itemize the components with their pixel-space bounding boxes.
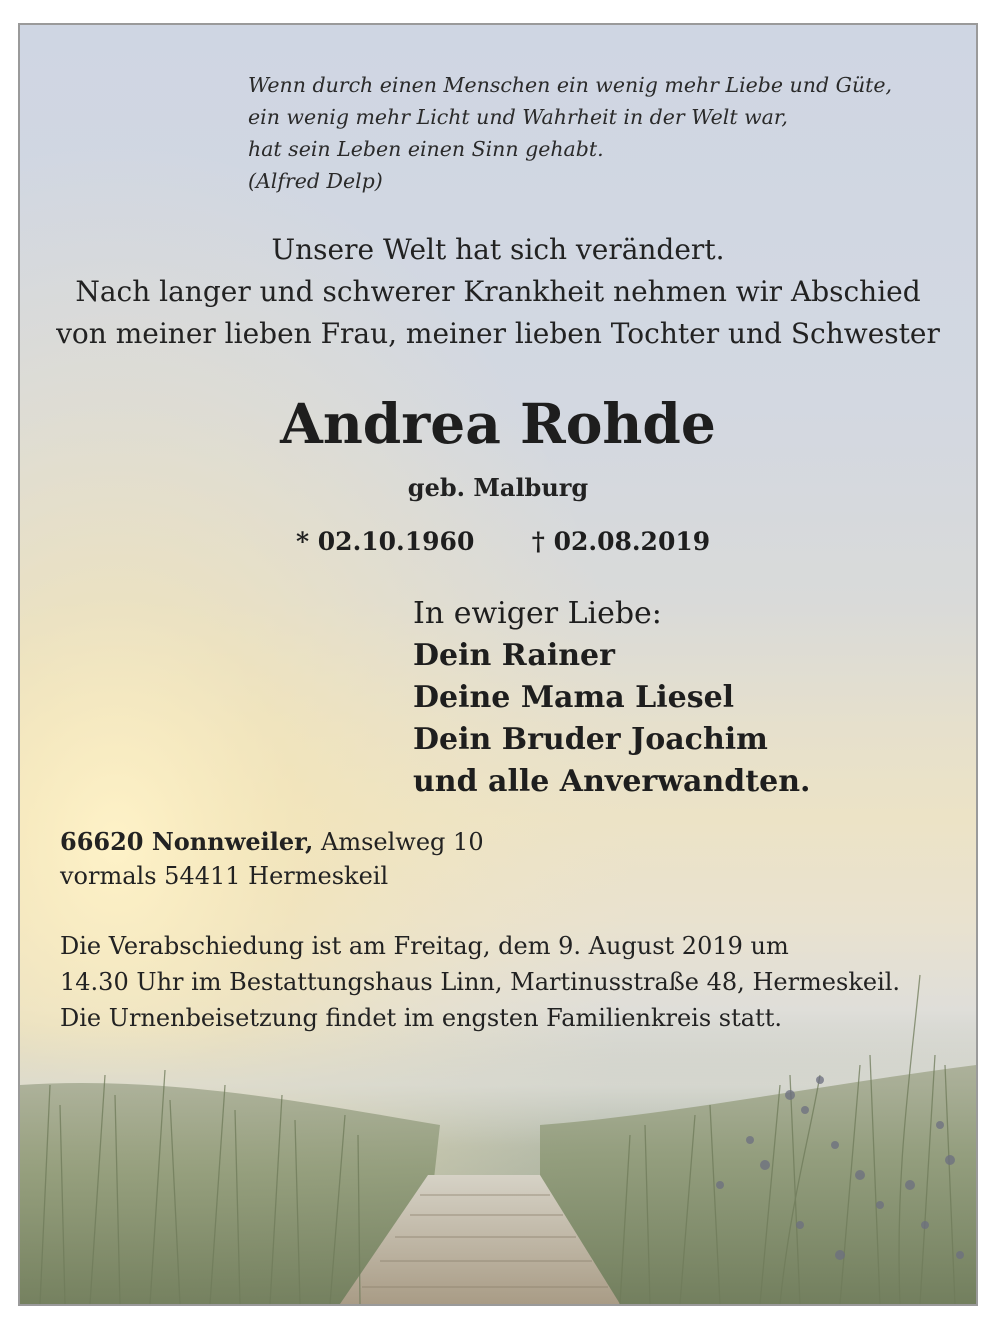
quote-line: Wenn durch einen Menschen ein wenig mehr Liebe und Güte, — [248, 73, 893, 97]
mourner-name: Dein Bruder Joachim — [413, 722, 768, 757]
maiden-name: geb. Malburg — [407, 473, 589, 502]
life-dates — [296, 525, 710, 559]
deceased-name: Andrea Rohde — [280, 391, 716, 456]
address-former: vormals 54411 Hermeskeil — [60, 862, 389, 890]
address-street: Amselweg 10 — [313, 828, 484, 856]
intro-line: von meiner lieben Frau, meiner lieben Tochter und Schwester — [56, 317, 940, 350]
quote-line: hat sein Leben einen Sinn gehabt. — [248, 137, 604, 161]
service-line: Die Urnenbeisetzung findet im engsten Familienkreis statt. — [60, 1004, 782, 1032]
address-city: 66620 Nonnweiler, — [60, 827, 314, 856]
mourner-name: und alle Anverwandten. — [413, 764, 811, 799]
quote-line: ein wenig mehr Licht und Wahrheit in der Welt war, — [248, 105, 788, 129]
service-line: 14.30 Uhr im Bestattungshaus Linn, Martinusstraße 48, Hermeskeil. — [60, 968, 901, 996]
mourners-heading: In ewiger Liebe: — [413, 596, 662, 631]
intro-line: Unsere Welt hat sich verändert. — [271, 233, 725, 266]
birth-date: * 02.10.1960 — [296, 527, 475, 556]
intro-text — [20, 229, 976, 355]
address — [60, 825, 484, 893]
mourner-name: Deine Mama Liesel — [413, 680, 735, 715]
mourner-name: Dein Rainer — [413, 638, 615, 673]
death-date: † 02.08.2019 — [531, 527, 711, 556]
mourners — [413, 593, 810, 803]
intro-line: Nach langer und schwerer Krankheit nehmen wir Abschied — [75, 275, 921, 308]
obituary-card — [18, 23, 978, 1306]
quote-author: (Alfred Delp) — [248, 169, 383, 193]
address-line — [60, 825, 484, 859]
service-line: Die Verabschiedung ist am Freitag, dem 9. August 2019 um — [60, 932, 789, 960]
quote — [248, 69, 892, 197]
service-info — [60, 928, 900, 1036]
